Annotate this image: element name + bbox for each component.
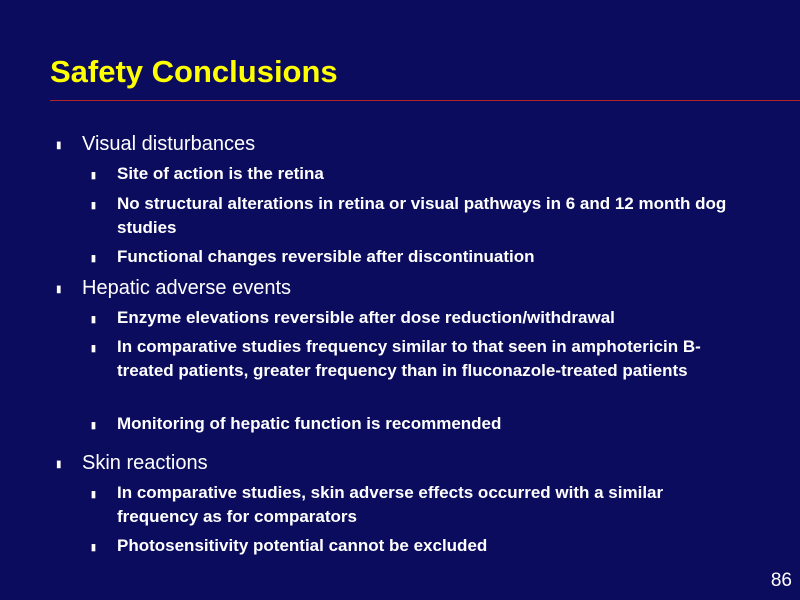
square-bullet-icon: ▮: [91, 489, 96, 499]
list-item-text: In comparative studies, skin adverse effects occurred with a similar frequency as for comparators: [117, 483, 664, 526]
square-bullet-icon: ▮: [56, 284, 62, 295]
square-bullet-icon: ▮: [56, 140, 62, 151]
list-item: [91, 245, 731, 269]
list-item-text: Functional changes reversible after discontinuation: [117, 247, 535, 266]
square-bullet-icon: ▮: [91, 420, 96, 430]
list-item-text: Photosensitivity potential cannot be excluded: [117, 536, 488, 555]
page-number: 86: [770, 570, 792, 591]
square-bullet-icon: ▮: [91, 314, 96, 324]
section-heading-text: Skin reactions: [82, 452, 208, 474]
square-bullet-icon: ▮: [91, 542, 96, 552]
slide-title: Safety Conclusions: [50, 54, 338, 89]
square-bullet-icon: ▮: [91, 200, 96, 210]
list-item-text: Site of action is the retina: [117, 164, 324, 183]
list-item-text: Enzyme elevations reversible after dose reduction/withdrawal: [117, 308, 615, 327]
list-item-text: In comparative studies frequency similar to that seen in amphotericin B-treated patients, greater frequency than in fluconazole-treated patients: [117, 337, 701, 380]
square-bullet-icon: ▮: [56, 459, 62, 470]
section-heading-text: Hepatic adverse events: [82, 277, 292, 299]
list-item: [91, 335, 731, 383]
square-bullet-icon: ▮: [91, 170, 96, 180]
list-item-text: No structural alterations in retina or visual pathways in 6 and 12 month dog studies: [117, 194, 727, 237]
list-item: [91, 162, 731, 186]
list-item: [91, 192, 731, 240]
list-item: [91, 534, 731, 558]
list-item: [91, 306, 731, 330]
square-bullet-icon: ▮: [91, 253, 96, 263]
square-bullet-icon: ▮: [91, 343, 96, 353]
list-item-text: Monitoring of hepatic function is recommended: [117, 414, 502, 433]
list-item: [91, 481, 731, 529]
section-heading-text: Visual disturbances: [82, 133, 256, 155]
list-item: [91, 412, 731, 436]
